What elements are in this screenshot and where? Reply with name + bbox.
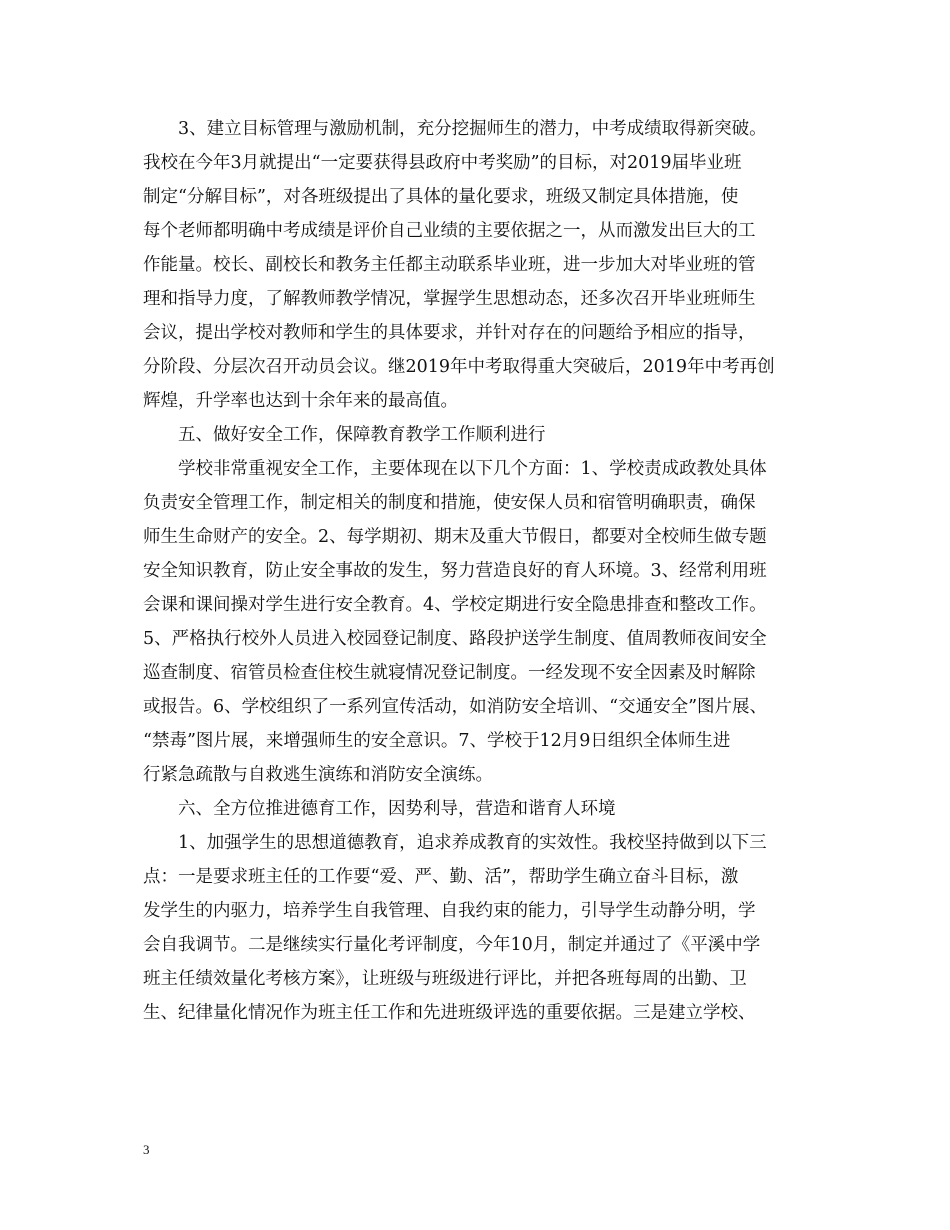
paragraph-line: 师生生命财产的安全。2、每学期初、期末及重大节假日，都要对全校师生做专题 — [143, 527, 767, 547]
section-heading: 六、全方位推进德育工作，因势利导，营造和谐育人环境 — [178, 799, 616, 819]
paragraph-line: 发学生的内驱力，培养学生自我管理、自我约束的能力，引导学生动静分明，学 — [143, 901, 756, 921]
paragraph-line: 会议，提出学校对教师和学生的具体要求，并针对存在的问题给予相应的指导， — [143, 323, 756, 343]
paragraph-line: 负责安全管理工作，制定相关的制度和措施，使安保人员和宿管明确职责，确保 — [143, 493, 756, 513]
paragraph-line: 1、加强学生的思想道德教育，追求养成教育的实效性。我校坚持做到以下三 — [178, 833, 767, 853]
page-number: 3 — [143, 1142, 150, 1157]
paragraph-line: 行紧急疏散与自救逃生演练和消防安全演练。 — [143, 765, 493, 785]
paragraph-line: 或报告。6、学校组织了一系列宣传活动，如消防安全培训、“交通安全”图片展、 — [143, 697, 768, 717]
paragraph-line: 制定“分解目标”，对各班级提出了具体的量化要求，班级又制定具体措施，使 — [143, 187, 739, 207]
paragraph-line: 3、建立目标管理与激励机制，充分挖掘师生的潜力，中考成绩取得新突破。 — [178, 119, 767, 139]
paragraph-line: 点：一是要求班主任的工作要“爱、严、勤、活”，帮助学生确立奋斗目标，激 — [143, 867, 739, 887]
paragraph-line: 会自我调节。二是继续实行量化考评制度，今年10月，制定并通过了《平溪中学 — [143, 935, 761, 955]
section-heading: 五、做好安全工作，保障教育教学工作顺利进行 — [178, 425, 546, 445]
paragraph-line: 5、严格执行校外人员进入校园登记制度、路段护送学生制度、值周教师夜间安全 — [143, 629, 767, 649]
paragraph-line: 班主任绩效量化考核方案》，让班级与班级进行评比，并把各班每周的出勤、卫 — [143, 969, 747, 989]
paragraph-line: “禁毒”图片展，来增强师生的安全意识。7、学校于12月9日组织全体师生进 — [143, 731, 731, 751]
paragraph-line: 理和指导力度，了解教师教学情况，掌握学生思想动态，还多次召开毕业班师生 — [143, 289, 756, 309]
paragraph-line: 每个老师都明确中考成绩是评价自己业绩的主要依据之一，从而激发出巨大的工 — [143, 221, 756, 241]
paragraph-line: 安全知识教育，防止安全事故的发生，努力营造良好的育人环境。3、经常利用班 — [143, 561, 767, 581]
paragraph-line: 巡查制度、宿管员检查住校生就寝情况登记制度。一经发现不安全因素及时解除 — [143, 663, 756, 683]
paragraph-line: 辉煌，升学率也达到十余年来的最高值。 — [143, 391, 458, 411]
paragraph-line: 分阶段、分层次召开动员会议。继2019年中考取得重大突破后，2019年中考再创 — [143, 357, 775, 377]
paragraph-line: 会课和课间操对学生进行安全教育。4、学校定期进行安全隐患排查和整改工作。 — [143, 595, 767, 615]
paragraph-line: 学校非常重视安全工作，主要体现在以下几个方面：1、学校责成政教处具体 — [178, 459, 767, 479]
paragraph-line: 我校在今年3月就提出“一定要获得县政府中考奖励”的目标，对2019届毕业班 — [143, 153, 742, 173]
paragraph-line: 作能量。校长、副校长和教务主任都主动联系毕业班，进一步加大对毕业班的管 — [143, 255, 756, 275]
paragraph-line: 生、纪律量化情况作为班主任工作和先进班级评选的重要依据。三是建立学校、 — [143, 1003, 756, 1023]
